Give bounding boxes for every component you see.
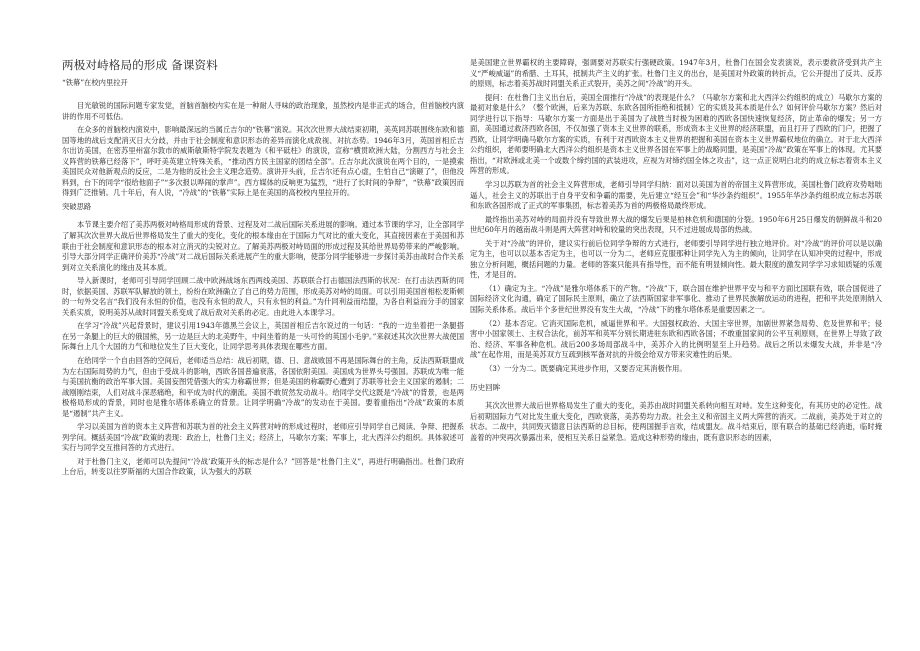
paragraph: 关于对“冷战”的评价，建议实行前后位同学争辩的方式进行，老师要引导同学进行独立地评价。对“冷战”的评价可以是以确定为主，也可以以基本否定为主，也可以一分为二，老师应克服那种让同学先入为主的倾向，让同学在认知冲突的过程中，形成独立分析问题，概括问题的力量。老师的答案只能具有指导性，而不能有明显倾向性。最大限度的激发同学学习求知质疑的乐观性，才是目的。 <box>470 238 882 280</box>
paragraph: 本节课主要介绍了美苏两极对峙格局形成的背景、过程及对二战后国际关系进展的影响。通过本节课的学习，让全部同学了解其次次世界大战后世界格局发生了重大的变化，变化的根本缘由在于国际力气对比的重大变化，其直接因素在于美国和苏联由于社会制度和意识形态的根本对立消灭的尖锐对立。了解美苏两极对峙局面的形成过程及其给世界局势带来的严峻影响。引导大部分同学正确评价美苏“冷战”对二战后国际关系进展产生的重大影响，使部分同学能够进一步探讨美苏由战时合作关系到对立关系演化的缘由及其本质。 <box>62 220 464 272</box>
section-title: 历史回眸 <box>470 383 501 393</box>
paragraph: （2）基本否定。它消灭国际危机，威逼世界和平。大国强权政治、大国主宰世界，加剧世界紧急局势、危及世界和平；侵害中小国家领土、主权合法化，前苏军和英军分别长期进驻东欧和西欧各国；不敢重国家间的公平互利原则，在世界上导致了政治、经济、军事各种危机。战后200多场局部战斗中，美苏介入的比例明显至上升趋势。战后之所以未爆发大战，并非是“冷战”在起作用，而是美苏双方互疏到核军备对抗的升级会给双方带来灾难性的后果。 <box>470 318 882 360</box>
paragraph: 在众多的首脑校内演说中，影响最深远的当属丘吉尔的“铁幕”演说。其次次世界大战结束初期，美英同苏联围绕东欧和德国等地的战后支配消灭日大分歧，并由于社会制度和意识形态的差异而演化成敌视、对抗态势。1946年3月，英国首相丘吉尔出访美国，在密苏里州富尔敦市的威斯敏斯特学院发表题为《和平砥柱》的演说，宣称“横贯欧洲大陆，分割西方与社会主义阵营的铁幕已经落下”，呼吁美英建立特殊关系，“推动西方民主国家的团结全部”。丘吉尔此次演说在两个目的，一是摸索美国民众对他新观点的反应，二是为他的反社会主义理念造势。演讲开头前，丘吉尔还有点心虚，生怕自己“演砸了”，但他没料到，台下的同学“很给他面子”“多次报以哗闹的掌声”。西方媒体的反响更为猛烈，“进行了长时间的争辩”，“铁幕”政策因而得到广泛推销。几十年后，有人说，“冷战”的“铁幕”实际上是在美国的高校校内里拉开的。 <box>62 125 464 198</box>
paragraph: 目光敏锐的国际问题专家发觉，首脑首脑校内实在是一种耐人寻味的政治现象，虽然校内是非正式的场合，但首脑校内演讲的作用不可低估。 <box>62 101 464 121</box>
paragraph: 在给同学一个自由回答的空间后，老师适当总结：战后初期，德、日、意战败国不再是国际舞台的主角，反法西斯联盟成为左右国际局势的力气，但由于受战斗的影响，西欧各国普遍衰落，各国依附美国。美国成为世界头号强国。苏联成为唯一能与美国抗衡的政治军事大国。美国妄图凭借强大的实力称霸世界；但是美国的称霸野心遭到了苏联等社会主义国家的遏制；二战刚刚结束，人们对战斗深恶痛绝，和平成为时代的潮流。美国不敢贸然发动战斗。给同学交代这既是“冷战”的背景，也是两极格局形成的背景，同时也是雅尔塔体系确立的背景。让同学明确“冷战”的发动在于美国。要着重指出“冷战”政策的本质是“遏制”共产主义。 <box>62 355 464 418</box>
paragraph: 最终指出美苏对峙的局面并没有导致世界大战的爆发后果是柏林危机和德国的分裂。1950年6月25日爆发的朝鲜战斗和20世纪60年月的越南战斗则是两大阵营对峙和较量的突出表现，只不过进展成局部的热战。 <box>470 214 882 235</box>
document-title: 两极对峙格局的形成 备课资料 <box>62 58 218 72</box>
paragraph: 导入新课时，老师可引导同学回顾二战中欧洲战场东西两线美国、苏联联合打击德国法西斯的状况：在打击法西斯的同时，依据美国、苏联军队解放的领土，纷纷在欧洲确立了自己的势力范围，形成美苏对峙的局面。可以引用美国首相松麦斯顿的一句外交名言“我们没有永恒的价值，也没有永恒的敌人，只有永恒的利益。”为什同利益而结盟，为各自利益而分手的国家关系实质，说明美苏从战时同盟关系变成了战后敌对关系的必定。由此进入本课学习。 <box>62 276 464 317</box>
paragraph: 其次次世界大战后世界格局发生了重大的变化，美苏由战时同盟关系转向相互对峙。发生这种变化，有其历史的必定性。战后初期国际力气对比发生重大变化，西欧衰落，美苏势均力敌。社会主义和帝国主义两大阵营的消灭。二战前，美苏处于对立的状态。二战中，共同毁灭德意日法西斯的总目标，使两国握手言欢，结成盟友。战斗结束后，原有联合的基础已经消逝，临时掩盖着的冲突再次暴露出来，使相互关系日益紧急。造成这种形势的缘由，既有意识形态的因素， <box>470 401 882 442</box>
paragraph: 提问：在杜鲁门主义出台后，美国全面推行“冷战”的表现是什么？（马歇尔方案和北大西洋公约组织的成立）马歇尔方案的最初对象是什么？（整个欧洲，后来为苏联、东欧各国所拒绝和抵制）它的实质及其本质是什么？如何评价马歇尔方案？然后对同学进行以下指导：马歇尔方案一方面是出于美国为了战胜当时极为困难的西欧各国快速恢复经济，防止革命的爆发；另一方面，美国通过救济西欧各国，不仅加强了资本主义世界的联系，形成资本主义世界的经济联盟，而且打开了西欧的门户，把握了西欧，让同学明确马歇尔方案的实质，有利于对西欧资本主义世界的把握和美国在资本主义世界霸权地位的确立。对于北大西洋公约组织，老师要明确北大西洋公约组织是资本主义世界各国在军事上的战略同盟，是美国“冷战”政策在军事上的体现。尤其要指出，“对欧洲或北美一个或数个缔约国的武装进攻，应视为对缔约国全体之攻击”，这一点正说明白北约的成立标志着资本主义阵营的形成。 <box>470 92 882 176</box>
paragraph: （1）确定为主。“冷战”是雅尔塔体系下的产物。“冷战”下，联合国在维护世界平安与和平方面比国联有效，联合国促进了国际经济文化沟通，确定了国际民主原则，确立了法西斯国家非军事化、推动了世界民族解放运动的进程，把和平共处原则纳入国际关系体系。战后半个多世纪世界没有发生大战，“冷战”下的雅尔塔体系是重要因素之一。 <box>470 283 882 315</box>
paragraph: 对于杜鲁门主义，老师可以先提问“‘冷战’政策开头的标志是什么？”回答是“杜鲁门主义”，再进行明确指出。杜鲁门政府上台后，转变以往罗斯福的大国合作政策，认为强大的苏联 <box>62 456 464 477</box>
paragraph: 学习以苏联为首的社会主义阵营形成，老师引导同学归纳：面对以美国为首的帝国主义阵营形成，美国杜鲁门政府攻势咄咄逼人，社会主义的苏联出于自身平安和争霸的需要，先后建立“经互会”和“华沙条约组织”。1955年华沙条约组织成立标志苏联和东欧各国形成了正式的军事集团，标志着美苏为首的两极格局最终形成。 <box>470 180 882 211</box>
paragraph: 是美国建立世界霸权的主要障碍，强调要对苏联实行强硬政策。1947年3月，杜鲁门在国会发表演说，表示要救济受到共产主义“严峻威逼”的希腊、土耳其，抵制共产主义的扩张。杜鲁门主义的出台，是美国对外政策的转折点，它公开提出了反共、反苏的原则，标志着美苏战时同盟关系正式裂开，美苏之间“冷战”的开头。 <box>470 58 882 89</box>
paragraph: 学习以美国为首的资本主义阵营和苏联为首的社会主义阵营对峙的形成过程时，老师应引导同学自己阅读、争辩、把握系列学问。概括美国“冷战”政策的表现：政治上，杜鲁门主义；经济上，马歇尔方案；军事上，北大西洋公约组织。具体叙述可实行与同学交互推问答的方式进行。 <box>62 422 464 453</box>
document-subtitle: “铁幕”在校内里拉开 <box>62 78 128 87</box>
right-column <box>470 58 882 447</box>
paragraph: （3）一分为二。既要确定其进步作用，又要否定其消极作用。 <box>485 363 687 373</box>
section-heading: 突破思路 <box>62 201 92 211</box>
left-column <box>62 58 464 481</box>
paragraph: 在学习“冷战”兴起背景时，建议引用1943年德黑兰会议上，英国首相丘吉尔说过的一句话：“我的一边坐着把一条腿搭在另一条腿上的巨大的俄国熊，另一边是巨大的北美野牛，中间坐着的是一头可怜的英国小毛驴。”来叙述其次次世界大战使国际舞台上几个大国的力气和地位发生了巨大变化，让同学思考具体表现在哪些方面。 <box>62 321 464 352</box>
